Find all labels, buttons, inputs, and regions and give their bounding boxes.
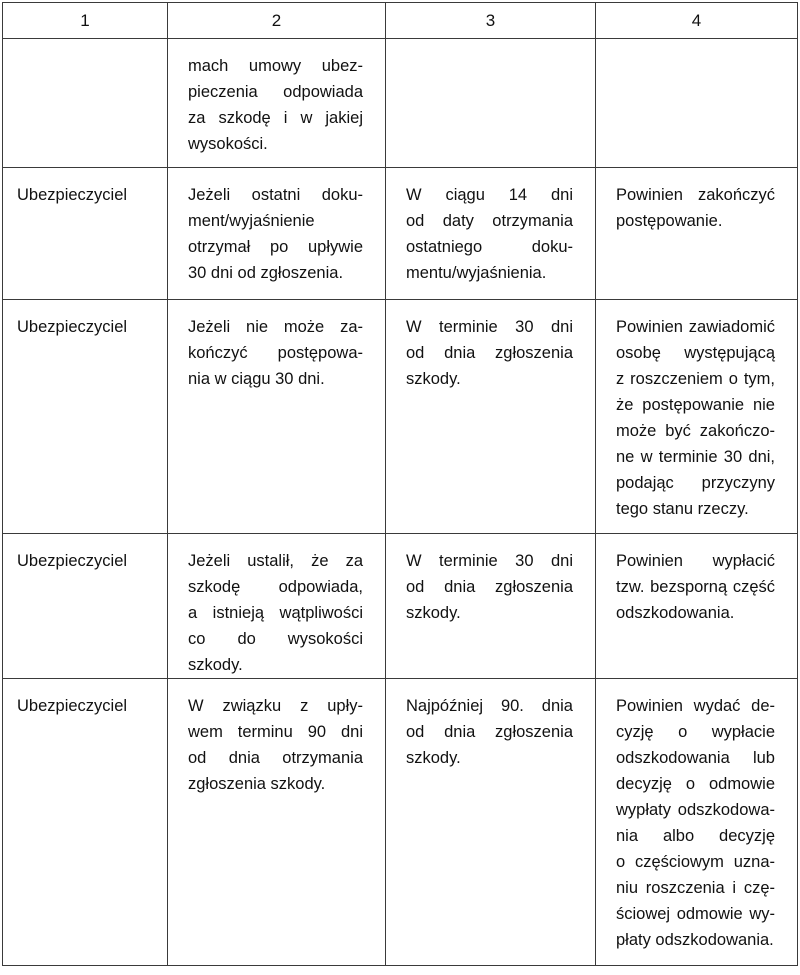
table-cell-col2 bbox=[168, 300, 386, 534]
column-header-4: 4 bbox=[596, 3, 798, 39]
cell-text-line: kończyć postępowa- bbox=[188, 344, 363, 362]
cell-text-line: Powinien wypłacić bbox=[616, 552, 775, 570]
cell-text-line: wysokości. bbox=[188, 135, 268, 153]
table-row bbox=[3, 679, 798, 966]
table-cell-col3 bbox=[386, 39, 596, 168]
cell-text-line: zgłoszenia szkody. bbox=[188, 775, 326, 793]
table-cell-col3 bbox=[386, 534, 596, 679]
table-cell-col3 bbox=[386, 168, 596, 300]
table-cell-col4 bbox=[596, 39, 798, 168]
cell-text-line: od daty otrzymania bbox=[406, 212, 573, 230]
table-row bbox=[3, 534, 798, 679]
table-row bbox=[3, 300, 798, 534]
cell-text-line: mentu/wyjaśnienia. bbox=[406, 264, 547, 282]
cell-text-line: otrzymał po upływie bbox=[188, 238, 363, 256]
cell-text-line: Ubezpieczyciel bbox=[17, 697, 128, 715]
cell-text-line: postępowanie. bbox=[616, 212, 723, 230]
cell-text-line: szkody. bbox=[406, 604, 461, 622]
cell-text-line: Jeżeli nie może za- bbox=[188, 318, 363, 336]
table-cell-col1 bbox=[3, 300, 168, 534]
table-cell-col1 bbox=[3, 679, 168, 966]
cell-text-line: osobę występującą bbox=[616, 344, 775, 362]
table-cell-col3 bbox=[386, 679, 596, 966]
table-cell-col4 bbox=[596, 534, 798, 679]
cell-text-line: że postępowanie nie bbox=[616, 396, 775, 414]
cell-text-line: szkody. bbox=[406, 370, 461, 388]
cell-text-line: decyzję o odmowie bbox=[616, 775, 775, 793]
cell-text-line: od dnia otrzymania bbox=[188, 749, 363, 767]
cell-text-line: szkody. bbox=[406, 749, 461, 767]
cell-text-line: niu roszczenia i czę- bbox=[616, 879, 775, 897]
table-cell-col1 bbox=[3, 534, 168, 679]
cell-text-line: W terminie 30 dni bbox=[406, 552, 573, 570]
table-cell-col1 bbox=[3, 168, 168, 300]
cell-text-line: Jeżeli ostatni doku- bbox=[188, 186, 363, 204]
column-header-2: 2 bbox=[168, 3, 386, 39]
cell-text-line: ment/wyjaśnienie bbox=[188, 212, 315, 230]
cell-text-line: a istnieją wątpliwości bbox=[188, 604, 363, 622]
cell-text-line: tego stanu rzeczy. bbox=[616, 500, 749, 518]
cell-text-line: Jeżeli ustalił, że za bbox=[188, 552, 363, 570]
cell-text-line: wem terminu 90 dni bbox=[188, 723, 363, 741]
table-cell-col4 bbox=[596, 300, 798, 534]
table-cell-col1 bbox=[3, 39, 168, 168]
cell-text-line: od dnia zgłoszenia bbox=[406, 344, 573, 362]
table-row bbox=[3, 168, 798, 300]
table-cell-col2 bbox=[168, 679, 386, 966]
cell-text-line: nia w ciągu 30 dni. bbox=[188, 370, 325, 388]
cell-text-line: odszkodowania. bbox=[616, 604, 735, 622]
cell-text-line: z roszczeniem o tym, bbox=[616, 370, 775, 388]
column-header-1: 1 bbox=[3, 3, 168, 39]
cell-text-line: szkody. bbox=[188, 656, 243, 674]
cell-text-line: wypłaty odszkodowa- bbox=[616, 801, 775, 819]
cell-text-line: Ubezpieczyciel bbox=[17, 186, 128, 204]
cell-text-line: co do wysokości bbox=[188, 630, 363, 648]
cell-text-line: podając przyczyny bbox=[616, 474, 775, 492]
table-cell-col4 bbox=[596, 679, 798, 966]
cell-text-line: od dnia zgłoszenia bbox=[406, 578, 573, 596]
table-cell-col2 bbox=[168, 534, 386, 679]
cell-text-line: cyzję o wypłacie bbox=[616, 723, 775, 741]
cell-text-line: może być zakończo- bbox=[616, 422, 775, 440]
column-header-3: 3 bbox=[386, 3, 596, 39]
cell-text-line: za szkodę i w jakiej bbox=[188, 109, 363, 127]
cell-text-line: 30 dni od zgłoszenia. bbox=[188, 264, 344, 282]
cell-text-line: Powinien zakończyć bbox=[616, 186, 775, 204]
cell-text-line: odszkodowania lub bbox=[616, 749, 775, 767]
table-cell-col2 bbox=[168, 39, 386, 168]
cell-text-line: płaty odszkodowania. bbox=[616, 931, 774, 949]
document-table bbox=[2, 2, 798, 966]
cell-text-line: pieczenia odpowiada bbox=[188, 83, 363, 101]
table-row bbox=[3, 39, 798, 168]
cell-text-line: Ubezpieczyciel bbox=[17, 318, 128, 336]
cell-text-line: Ubezpieczyciel bbox=[17, 552, 128, 570]
cell-text-line: ne w terminie 30 dni, bbox=[616, 448, 775, 466]
cell-text-line: tzw. bezsporną część bbox=[616, 578, 775, 596]
cell-text-line: szkodę odpowiada, bbox=[188, 578, 363, 596]
table-cell-col4 bbox=[596, 168, 798, 300]
cell-text-line: od dnia zgłoszenia bbox=[406, 723, 573, 741]
cell-text-line: Najpóźniej 90. dnia bbox=[406, 697, 573, 715]
table-cell-col2 bbox=[168, 168, 386, 300]
cell-text-line: W związku z upły- bbox=[188, 697, 363, 715]
cell-text-line: o częściowym uzna- bbox=[616, 853, 775, 871]
cell-text-line: nia albo decyzję bbox=[616, 827, 775, 845]
cell-text-line: W ciągu 14 dni bbox=[406, 186, 573, 204]
cell-text-line: ostatniego doku- bbox=[406, 238, 573, 256]
cell-text-line: mach umowy ubez- bbox=[188, 57, 363, 75]
header-row bbox=[3, 3, 798, 39]
table-cell-col3 bbox=[386, 300, 596, 534]
cell-text-line: W terminie 30 dni bbox=[406, 318, 573, 336]
cell-text-line: Powinien zawiadomić bbox=[616, 318, 775, 336]
cell-text-line: Powinien wydać de- bbox=[616, 697, 775, 715]
cell-text-line: ściowej odmowie wy- bbox=[616, 905, 775, 923]
